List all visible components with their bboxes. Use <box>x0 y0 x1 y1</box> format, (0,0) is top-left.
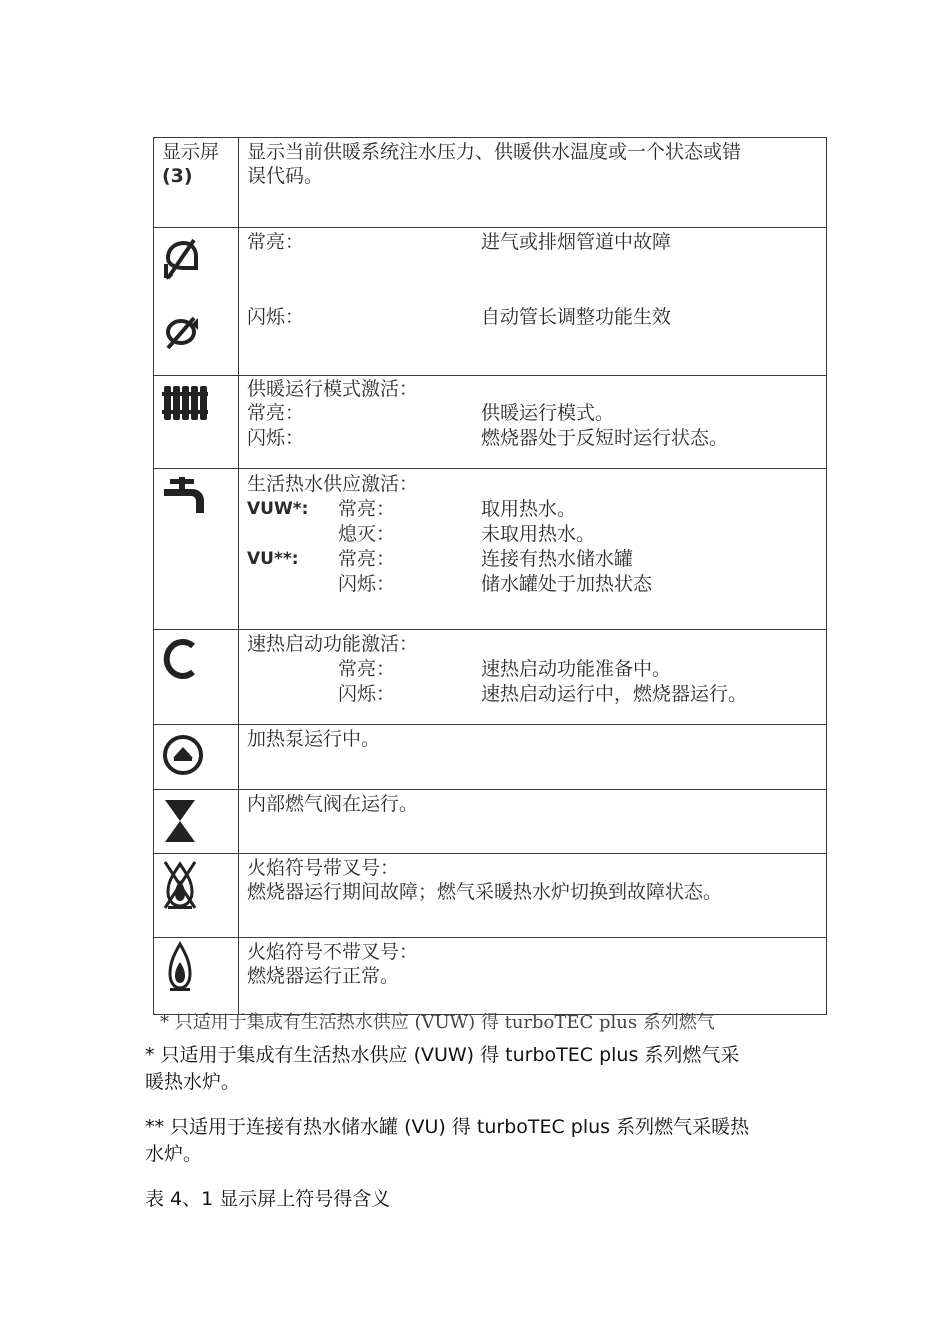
table-row-flame-normal <box>154 937 826 1016</box>
display-label: 显示屏 <box>162 141 220 163</box>
quick-start-title: 速热启动功能激活： <box>247 633 419 655</box>
table-row-hot-water <box>154 468 826 629</box>
pump-icon <box>162 734 204 776</box>
footnote-vu-line2: 水炉。 <box>145 1143 203 1165</box>
fan-blink-value: 自动管长调整功能生效 <box>481 306 672 328</box>
vuw-prefix: VUW*: <box>247 499 309 519</box>
fan-steady-label: 常亮： <box>247 231 305 253</box>
heating-title: 供暖运行模式激活： <box>247 378 419 400</box>
vu-steady-label: 常亮： <box>338 548 396 570</box>
quick-start-blink-value: 速热启动运行中，燃烧器运行。 <box>481 683 748 705</box>
vu-blink-value: 储水罐处于加热状态 <box>481 573 653 595</box>
symbol-table <box>153 137 827 1015</box>
footnote-vu-line1: ** 只适用于连接有热水储水罐 (VU) 得 turboTEC plus 系列燃气采暖热 <box>145 1116 750 1138</box>
valve-icon <box>164 800 196 842</box>
table-row-quick-start <box>154 629 826 724</box>
quick-start-steady-label: 常亮： <box>338 658 396 680</box>
vuw-off-label: 熄灭： <box>338 523 396 545</box>
vuw-steady-label: 常亮： <box>338 498 396 520</box>
vu-steady-value: 连接有热水储水罐 <box>481 548 634 570</box>
quick-start-blink-label: 闪烁： <box>338 683 396 705</box>
flame-crossed-icon <box>162 860 198 910</box>
radiator-icon <box>162 382 208 424</box>
flame-fault-description: 燃烧器运行期间故障；燃气采暖热水炉切换到故障状态。 <box>247 881 723 903</box>
table-caption: 表 4、1 显示屏上符号得含义 <box>145 1188 391 1210</box>
fan-crossed-icon <box>162 234 202 280</box>
table-row-pump <box>154 724 826 789</box>
footnote-vuw-line2: 暖热水炉。 <box>145 1071 241 1093</box>
heating-blink-value: 燃烧器处于反短时运行状态。 <box>481 427 729 449</box>
vu-blink-label: 闪烁： <box>338 573 396 595</box>
display-description-line2: 误代码。 <box>247 165 324 187</box>
tap-icon <box>162 477 208 517</box>
heating-blink-label: 闪烁： <box>247 427 305 449</box>
flame-icon <box>168 942 192 992</box>
hot-water-title: 生活热水供应激活： <box>247 473 419 495</box>
table-row-gas-valve <box>154 789 826 853</box>
heating-steady-label: 常亮： <box>247 402 305 424</box>
vu-prefix: VU**: <box>247 549 299 569</box>
quick-start-steady-value: 速热启动功能准备中。 <box>481 658 672 680</box>
table-row-flame-fault <box>154 853 826 937</box>
display-number: (3) <box>162 165 193 187</box>
vuw-off-value: 未取用热水。 <box>481 523 596 545</box>
pump-text: 加热泵运行中。 <box>247 728 381 750</box>
flame-normal-description: 燃烧器运行正常。 <box>247 965 400 987</box>
flame-fault-title: 火焰符号带叉号： <box>247 857 400 879</box>
gas-valve-text: 内部燃气阀在运行。 <box>247 793 419 815</box>
heating-steady-value: 供暖运行模式。 <box>481 402 615 424</box>
c-icon <box>162 638 198 680</box>
vuw-steady-value: 取用热水。 <box>481 498 577 520</box>
table-row-heating <box>154 375 826 468</box>
fan-steady-value: 进气或排烟管道中故障 <box>481 231 672 253</box>
footnote-vuw-line1: * 只适用于集成有生活热水供应 (VUW) 得 turboTEC plus 系列燃气采 <box>145 1044 740 1066</box>
flame-normal-title: 火焰符号不带叉号： <box>247 941 419 963</box>
display-description-line1: 显示当前供暖系统注水压力、供暖供水温度或一个状态或错 <box>247 141 742 163</box>
fan-icon <box>162 308 202 354</box>
fan-blink-label: 闪烁： <box>247 306 305 328</box>
table-row-fan <box>154 227 826 375</box>
cropped-footnote-fragment: * 只适用于集成有生活热水供应 (VUW) 得 turboTEC plus 系列燃气 <box>160 1012 715 1033</box>
table-row-display <box>154 138 826 227</box>
